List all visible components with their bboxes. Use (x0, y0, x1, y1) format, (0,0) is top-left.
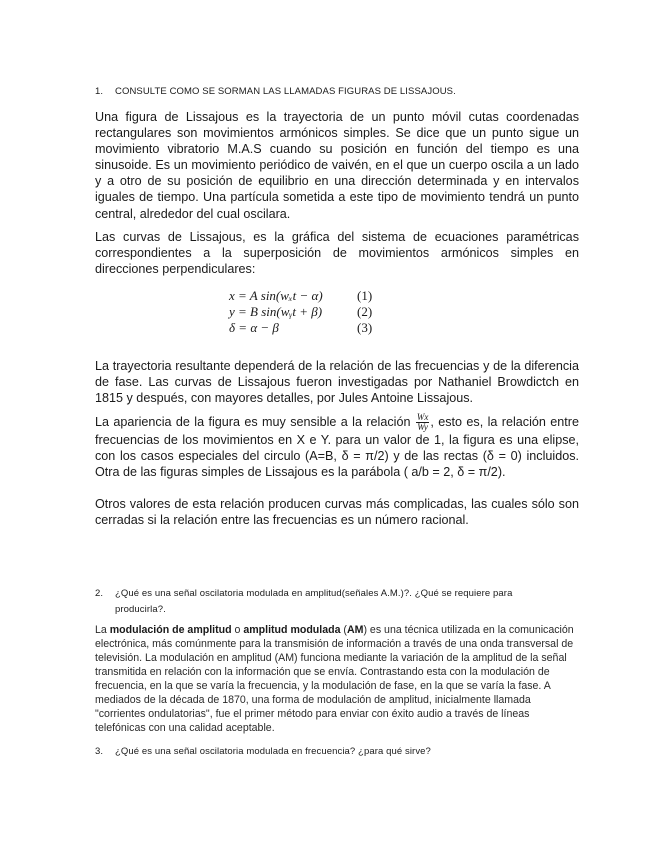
frequency-ratio-paragraph (95, 413, 579, 480)
parametric-equations (229, 288, 387, 336)
trajectory-paragraph: La trayectoria resultante dependerá de la relación de las frecuencias y de la diferencia de fase. Las curvas de Lissajous fueron investigadas por Nathaniel Browdictch en 1815 y después, con mayores detalles, por Jules Antoine Lissajous. (95, 359, 579, 406)
am-bold-term: modulación de amplitud (109, 624, 232, 636)
section-2-heading (95, 586, 575, 618)
other-values-paragraph: Otros valores de esta relación producen curvas más complicadas, las cuales sólo son cerradas si la relación entre las frecuencias es un número racional. (95, 497, 579, 528)
section-1-heading (95, 86, 456, 97)
equation-row (229, 288, 387, 304)
section-1-number: 1. (95, 86, 104, 97)
equation-label: (2) (357, 304, 373, 319)
equation-label: (1) (357, 288, 373, 303)
equation-expression: δ = α − β (229, 320, 279, 335)
equation-label: (3) (357, 320, 373, 335)
frequency-ratio-fraction (416, 413, 430, 432)
section-2-number: 2. (95, 588, 104, 599)
am-bold-term: amplitud modulada (243, 624, 341, 636)
section-3-heading (95, 746, 431, 757)
section-3-title: ¿Qué es una señal oscilatoria modulada en frecuencia? ¿para qué sirve? (115, 746, 431, 757)
am-paragraph (95, 623, 575, 735)
section-1-title: CONSULTE COMO SE SORMAN LAS LLAMADAS FIGURAS DE LISSAJOUS. (115, 86, 456, 97)
section-2-title-line1: ¿Qué es una señal oscilatoria modulada en amplitud(señales A.M.)?. ¿Qué se requiere para (115, 588, 513, 599)
lissajous-definition-paragraph: Una figura de Lissajous es la trayectoria de un punto móvil cutas coordenadas rectangulares son movimientos armónicos simples. Se dice que un punto sigue un movimiento vibratorio M.A.S cuando su posición en función del tiempo es una sinusoide. Es un movimiento periódico de vaivén, en el que un cuerpo oscila a un lado y a otro de su posición de equilibrio en una dirección determinada y en intervalos iguales de tiempo. Una partícula sometida a este tipo de movimiento tendrá un punto central, alrededor del cual oscilara. (95, 110, 579, 221)
am-bold-term: AM (346, 624, 364, 636)
equation-expression: x = A sin(wₓt − α) (229, 288, 323, 303)
frequency-ratio-text-before: La apariencia de la figura es muy sensible a la relación (95, 414, 415, 429)
equation-row (229, 304, 387, 320)
section-2-title-line2: producirla?. (115, 604, 166, 615)
section-3-number: 3. (95, 746, 104, 757)
frequency-ratio-text-after: , esto es, la relación entre frecuencias de los movimientos en X e Y. para un valor de 1, la figura es una elipse, con los casos especiales del circulo (A=B, δ = π/2) y de las rectas (δ = 0) incluidos. Otra de las figuras simples de Lissajous es la parábola ( a/b = 2, δ = π/2). (95, 414, 579, 480)
fraction-numerator: Wx (416, 412, 429, 422)
lissajous-curves-paragraph: Las curvas de Lissajous, es la gráfica del sistema de ecuaciones paramétricas correspondientes a la superposición de movimientos armónicos simples en direcciones perpendiculares: (95, 230, 579, 277)
equation-expression: y = B sin(wᵧt + β) (229, 304, 323, 319)
equation-row (229, 320, 387, 336)
am-text: o (231, 624, 244, 636)
am-text: ) es una técnica utilizada en la comunicación electrónica, más comúnmente para la transmisión de información a través de una onda transversal de televisión. La modulación en amplitud (AM) funciona mediante la variación de la amplitud de la señal transmitida en relación con la información que se envía. Contrastando esta con la modulación de frecuencia, en la que se varía la frecuencia, y la modulación de fase, en la que se varía la fase. A mediados de la década de 1870, una forma de modulación de amplitud, inicialmente llamada "corrientes ondulatorias", fue el primer método para enviar con éxito audio a través de líneas telefónicas con una calidad aceptable. (95, 624, 574, 734)
fraction-denominator: Wy (417, 422, 428, 432)
am-text: La (95, 624, 110, 636)
am-text: ( (340, 624, 347, 636)
